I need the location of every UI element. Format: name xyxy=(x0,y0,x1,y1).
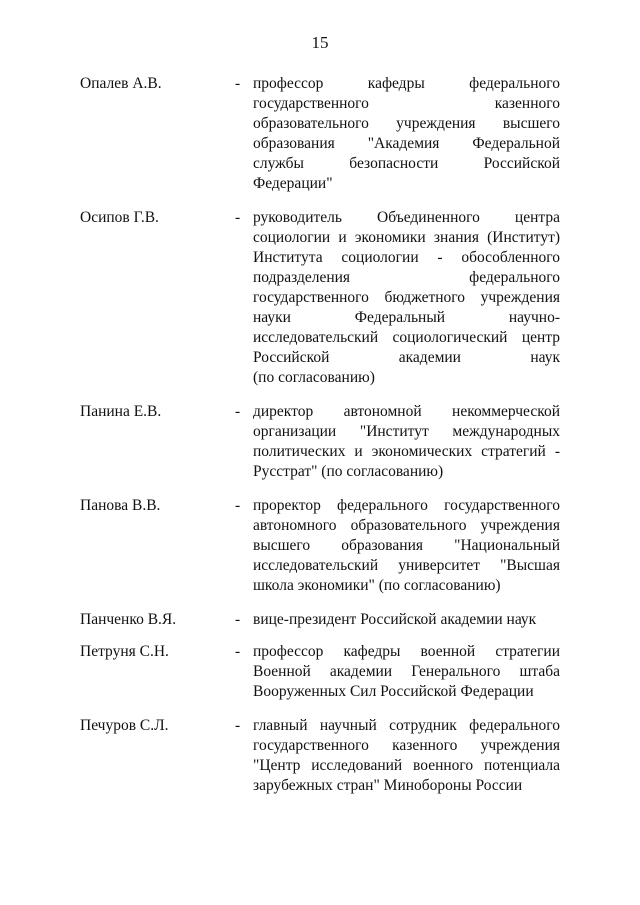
position-line: науки Федеральный научно- xyxy=(253,309,560,326)
member-position xyxy=(253,402,560,482)
position-line: профессор кафедры федерального xyxy=(253,75,560,92)
position-line: исследовательский социологический центр xyxy=(253,329,560,346)
position-line: Института социологии - обособленного xyxy=(253,249,560,266)
member-position xyxy=(253,208,560,388)
separator-dash: - xyxy=(235,643,241,660)
member-name: Печуров С.Л. xyxy=(80,717,169,734)
member-name: Петруня С.Н. xyxy=(80,643,169,660)
position-line: Российской академии наук xyxy=(253,349,560,366)
member-entry xyxy=(80,610,560,630)
page-number: 15 xyxy=(311,33,329,52)
position-line: государственного казенного xyxy=(253,95,560,112)
position-line: образования "Академия Федеральной xyxy=(253,135,560,152)
member-list xyxy=(80,74,560,810)
position-line: организации "Институт международных xyxy=(253,423,560,440)
member-position xyxy=(253,610,560,630)
position-line: главный научный сотрудник федерального xyxy=(253,717,560,734)
position-line: государственного казенного учреждения xyxy=(253,737,560,754)
member-name: Панина Е.В. xyxy=(80,403,162,420)
member-name: Панова В.В. xyxy=(80,497,161,514)
member-entry xyxy=(80,496,560,596)
position-line: Вооруженных Сил Российской Федерации xyxy=(253,683,534,700)
position-line: подразделения федерального xyxy=(253,269,560,286)
position-line: образовательного учреждения высшего xyxy=(253,115,560,132)
position-line: вице-президент Российской академии наук xyxy=(253,611,537,628)
member-position xyxy=(253,642,560,702)
position-line: "Центр исследований военного потенциала xyxy=(253,757,560,774)
position-line: Военной академии Генерального штаба xyxy=(253,663,560,680)
position-line: социологии и экономики знания (Институт) xyxy=(253,229,560,246)
member-name: Осипов Г.В. xyxy=(80,209,159,226)
separator-dash: - xyxy=(235,611,241,628)
position-line: службы безопасности Российской xyxy=(253,155,560,172)
member-name: Опалев А.В. xyxy=(80,75,162,92)
member-entry xyxy=(80,402,560,482)
member-position xyxy=(253,74,560,194)
position-line: исследовательский университет "Высшая xyxy=(253,557,560,574)
position-line: школа экономики" (по согласованию) xyxy=(253,577,501,594)
position-line: высшего образования "Национальный xyxy=(253,537,560,554)
separator-dash: - xyxy=(235,75,241,92)
position-line: государственного бюджетного учреждения xyxy=(253,289,560,306)
separator-dash: - xyxy=(235,403,241,420)
separator-dash: - xyxy=(235,209,241,226)
position-line: Русстрат" (по согласованию) xyxy=(253,463,444,480)
position-line: (по согласованию) xyxy=(253,369,375,386)
position-line: политических и экономических стратегий - xyxy=(253,443,560,460)
member-entry xyxy=(80,74,560,194)
member-position xyxy=(253,716,560,796)
position-line: автономного образовательного учреждения xyxy=(253,517,560,534)
member-position xyxy=(253,496,560,596)
position-line: профессор кафедры военной стратегии xyxy=(253,643,560,660)
position-line: директор автономной некоммерческой xyxy=(253,403,560,420)
position-line: зарубежных стран" Минобороны России xyxy=(253,777,523,794)
member-entry xyxy=(80,642,560,702)
member-name: Панченко В.Я. xyxy=(80,611,177,628)
separator-dash: - xyxy=(235,717,241,734)
position-line: проректор федерального государственного xyxy=(253,497,560,514)
member-entry xyxy=(80,208,560,388)
separator-dash: - xyxy=(235,497,241,514)
position-line: руководитель Объединенного центра xyxy=(253,209,560,226)
position-line: Федерации" xyxy=(253,175,333,192)
member-entry xyxy=(80,716,560,796)
